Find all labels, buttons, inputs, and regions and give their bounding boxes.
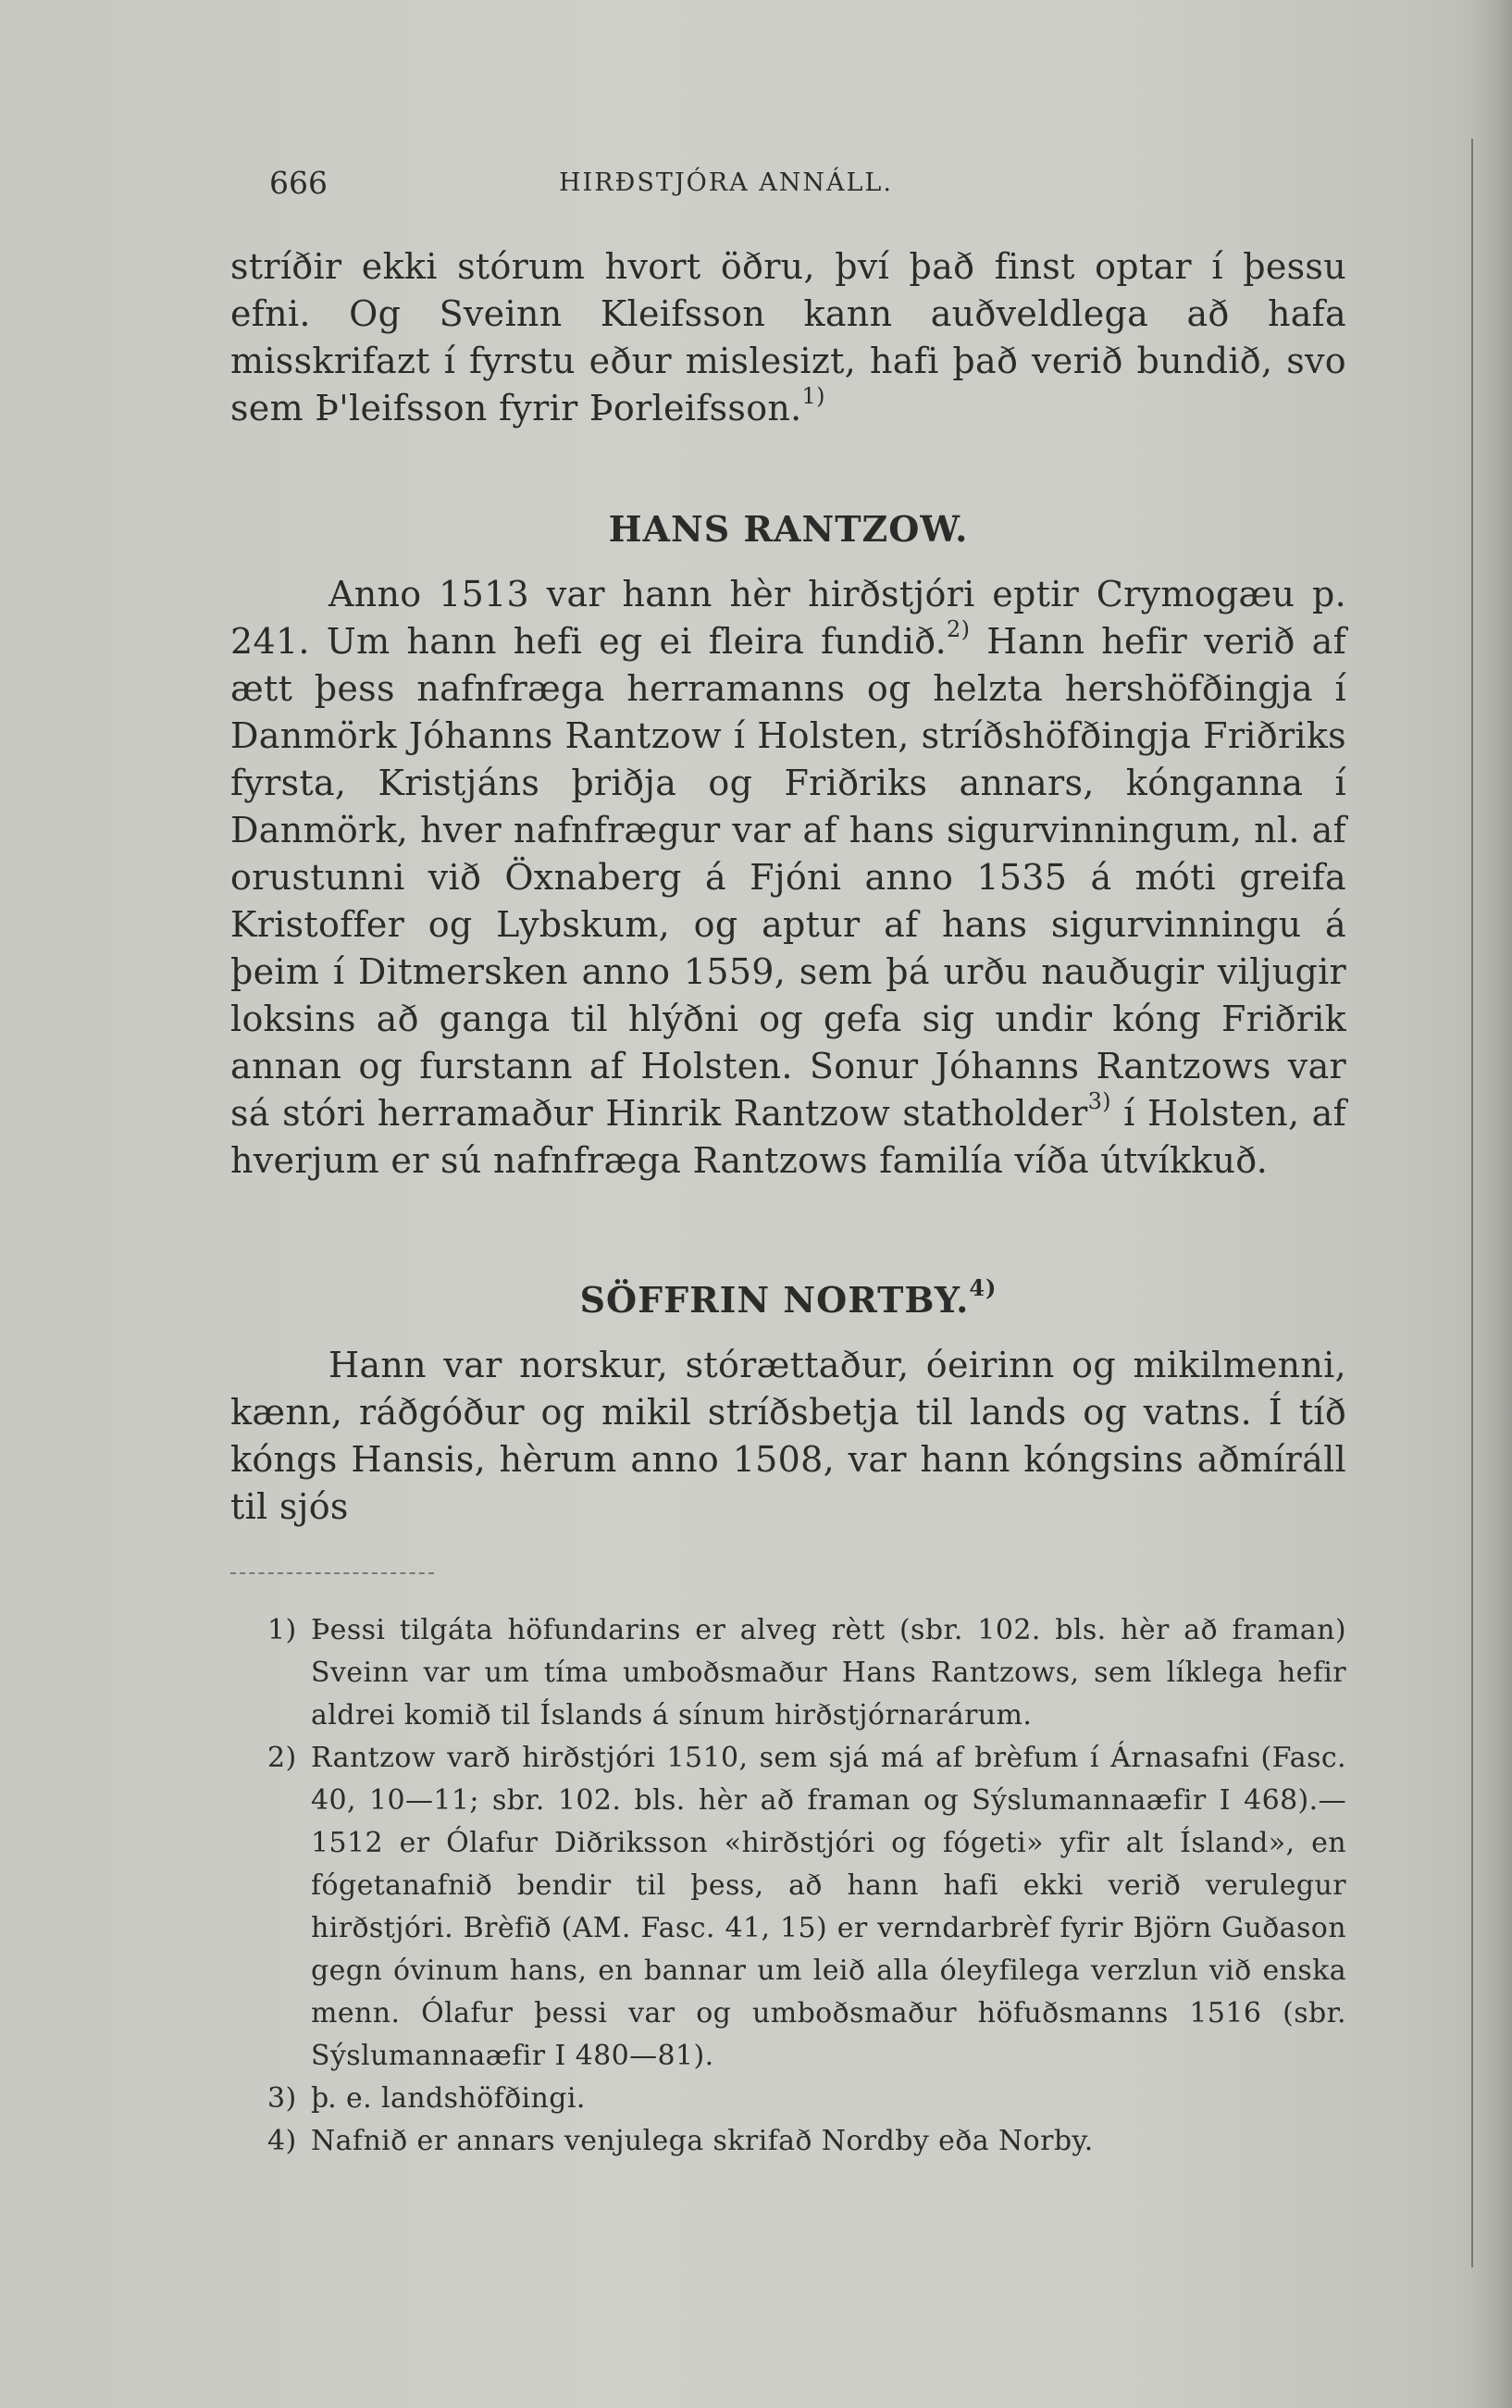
intro-paragraph bbox=[230, 243, 1346, 432]
text-column bbox=[230, 165, 1346, 2163]
footnote bbox=[230, 1609, 1346, 1737]
page-edge-shadow bbox=[1469, 0, 1512, 2408]
intro-text: stríðir ekki stórum hvort öðru, því það finst optar í þessu efni. Og Sveinn Kleifsson kann auðveldlega að hafa misskrifazt í fyrstu eður mislesizt, hafi það verið bundið, svo sem Þ'leifsson fyrir Þorleifsson. bbox=[230, 246, 1346, 428]
footnote bbox=[230, 2120, 1346, 2163]
footnote-text: Nafnið er annars venjulega skrifað Nordby eða Norby. bbox=[311, 2125, 1094, 2157]
footnotes bbox=[230, 1609, 1346, 2163]
footnote-text: þ. e. landshöfðingi. bbox=[311, 2082, 586, 2115]
footnote-mark: 4) bbox=[267, 2125, 297, 2157]
footnote-text: Rantzow varð hirðstjóri 1510, sem sjá má af brèfum í Árnasafni (Fasc. 40, 10—11; sbr. 102. bls. hèr að framan og Sýslumannaæfir I 468).— 1512 er Ólafur Diðriksson «hirðstjóri og fógeti» yfir alt Ísland», en fógetanafnið bendir til þess, að hann hafi ekki verið verulegur hirðstjóri. Brèfið (AM. Fasc. 41, 15) er verndarbrèf fyrir Björn Guðason gegn óvinum hans, en bannar um leið alla óleyfilega verzlun við enska menn. Ólafur þessi var og umboðsmaður höfuðsmanns 1516 (sbr. Sýslumannaæfir I 480—81). bbox=[311, 1742, 1346, 2072]
rantzow-text-1: Anno 1513 var hann hèr hirðstjóri eptir Crymogæu p. 241. Um hann hefi eg ei fleira fundið. bbox=[230, 574, 1346, 662]
footnote-mark: 3) bbox=[267, 2082, 297, 2115]
footnote-mark: 2) bbox=[267, 1742, 297, 1774]
rantzow-text-3: í Holsten, af hverjum er sú nafnfræga Rantzows familía víða útvíkkuð. bbox=[230, 1093, 1346, 1181]
heading-soffrin-text: SÖFFRIN NORTBY. bbox=[579, 1279, 970, 1321]
note-ref-1: 1) bbox=[801, 383, 825, 410]
note-ref-4: 4) bbox=[969, 1274, 998, 1302]
heading-soffrin-nortby bbox=[230, 1259, 1346, 1342]
page-number: 666 bbox=[269, 165, 328, 201]
page-gutter-line bbox=[1471, 139, 1473, 2267]
footnote-rule bbox=[230, 1572, 434, 1574]
rantzow-paragraph bbox=[230, 571, 1346, 1185]
running-title: HIRÐSTJÓRA ANNÁLL. bbox=[559, 168, 893, 197]
heading-hans-rantzow: HANS RANTZOW. bbox=[608, 508, 969, 550]
note-ref-3: 3) bbox=[1087, 1088, 1111, 1115]
running-head bbox=[230, 165, 1346, 220]
rantzow-text-2: Hann hefir verið af ætt þess nafnfræga herramanns og helzta hershöfðingja í Danmörk Jóhanns Rantzow í Holsten, stríðshöfðingja Friðriks fyrsta, Kristjáns þriðja og Friðriks annars, kónganna í Danmörk, hver nafnfrægur var af hans sigurvinningum, nl. af orustunni við Öxnaberg á Fjóni anno 1535 á móti greifa Kristoffer og Lybskum, og aptur af hans sigurvinningu á þeim í Ditmersken anno 1559, sem þá urðu nauðugir viljugir loksins að ganga til hlýðni og gefa sig undir kóng Friðrik annan og furstann af Holsten. Sonur Jóhanns Rantzows var sá stóri herramaður Hinrik Rantzow statholder bbox=[230, 621, 1346, 1134]
footnote-mark: 1) bbox=[267, 1614, 297, 1646]
note-ref-2: 2) bbox=[947, 616, 971, 643]
body-text bbox=[230, 243, 1346, 1531]
footnote-text: Þessi tilgáta höfundarins er alveg rètt (sbr. 102. bls. hèr að framan) Sveinn var um tíma umboðsmaður Hans Rantzows, sem líklega hefir aldrei komið til Íslands á sínum hirðstjórnarárum. bbox=[311, 1614, 1346, 1732]
footnote bbox=[230, 2078, 1346, 2120]
norby-paragraph: Hann var norskur, stórættaður, óeirinn og mikilmenni, kænn, ráðgóður og mikil stríðsbetja til lands og vatns. Í tíð kóngs Hansis, hèrum anno 1508, var hann kóngsins aðmíráll til sjós bbox=[230, 1345, 1346, 1527]
footnote bbox=[230, 1737, 1346, 2078]
